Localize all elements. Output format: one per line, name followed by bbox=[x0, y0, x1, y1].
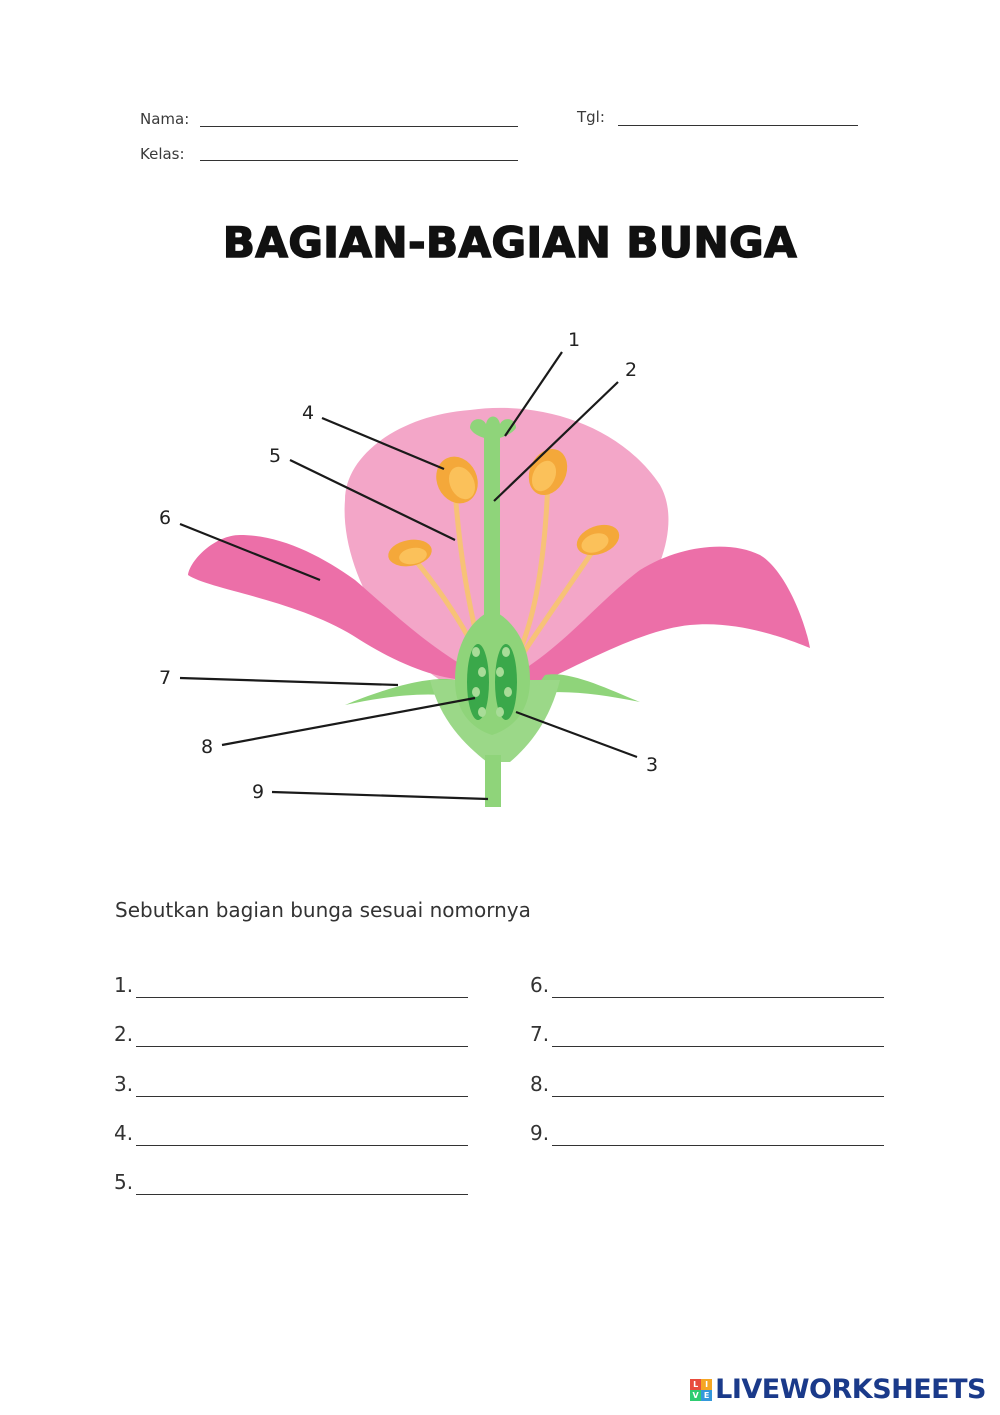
answer-number: 5. bbox=[114, 1170, 134, 1194]
class-label: Kelas: bbox=[140, 145, 185, 163]
answer-number: 3. bbox=[114, 1072, 134, 1096]
answer-field-5[interactable] bbox=[136, 1194, 468, 1195]
answer-field-8[interactable] bbox=[552, 1096, 884, 1097]
name-label: Nama: bbox=[140, 110, 190, 128]
label-6: 6 bbox=[159, 507, 172, 529]
answer-row-7 bbox=[530, 1022, 890, 1050]
answer-row-6 bbox=[530, 973, 890, 1001]
page-title: BAGIAN-BAGIAN BUNGA bbox=[222, 218, 798, 267]
answer-field-4[interactable] bbox=[136, 1145, 468, 1146]
label-1: 1 bbox=[568, 329, 581, 351]
answer-number: 4. bbox=[114, 1121, 134, 1145]
answer-number: 8. bbox=[530, 1072, 550, 1096]
answer-row-4 bbox=[114, 1121, 474, 1149]
answer-row-8 bbox=[530, 1072, 890, 1100]
label-7: 7 bbox=[159, 667, 172, 689]
label-5: 5 bbox=[269, 445, 282, 467]
date-field[interactable] bbox=[618, 125, 858, 126]
answer-field-9[interactable] bbox=[552, 1145, 884, 1146]
answer-number: 7. bbox=[530, 1022, 550, 1046]
answer-number: 1. bbox=[114, 973, 134, 997]
answer-field-3[interactable] bbox=[136, 1096, 468, 1097]
label-4: 4 bbox=[302, 402, 315, 424]
flower-diagram bbox=[0, 300, 1000, 840]
answer-number: 6. bbox=[530, 973, 550, 997]
answer-number: 9. bbox=[530, 1121, 550, 1145]
answer-row-9 bbox=[530, 1121, 890, 1149]
name-field[interactable] bbox=[200, 126, 518, 127]
answer-row-1 bbox=[114, 973, 474, 1001]
answer-row-5 bbox=[114, 1170, 474, 1198]
answer-number: 2. bbox=[114, 1022, 134, 1046]
label-9: 9 bbox=[252, 781, 265, 803]
answer-row-2 bbox=[114, 1022, 474, 1050]
liveworksheets-mark-icon: L I V E bbox=[690, 1379, 712, 1401]
answer-field-1[interactable] bbox=[136, 997, 468, 998]
liveworksheets-logo[interactable] bbox=[690, 1374, 986, 1405]
answer-row-3 bbox=[114, 1072, 474, 1100]
label-3: 3 bbox=[646, 754, 659, 776]
date-label: Tgl: bbox=[577, 108, 605, 126]
class-field[interactable] bbox=[200, 160, 518, 161]
label-8: 8 bbox=[201, 736, 214, 758]
brand-name: LIVEWORKSHEETS bbox=[715, 1374, 986, 1405]
pistil-style bbox=[484, 430, 500, 620]
label-2: 2 bbox=[625, 359, 638, 381]
answer-field-7[interactable] bbox=[552, 1046, 884, 1047]
answer-field-2[interactable] bbox=[136, 1046, 468, 1047]
answer-field-6[interactable] bbox=[552, 997, 884, 998]
instruction-text: Sebutkan bagian bunga sesuai nomornya bbox=[115, 898, 531, 922]
